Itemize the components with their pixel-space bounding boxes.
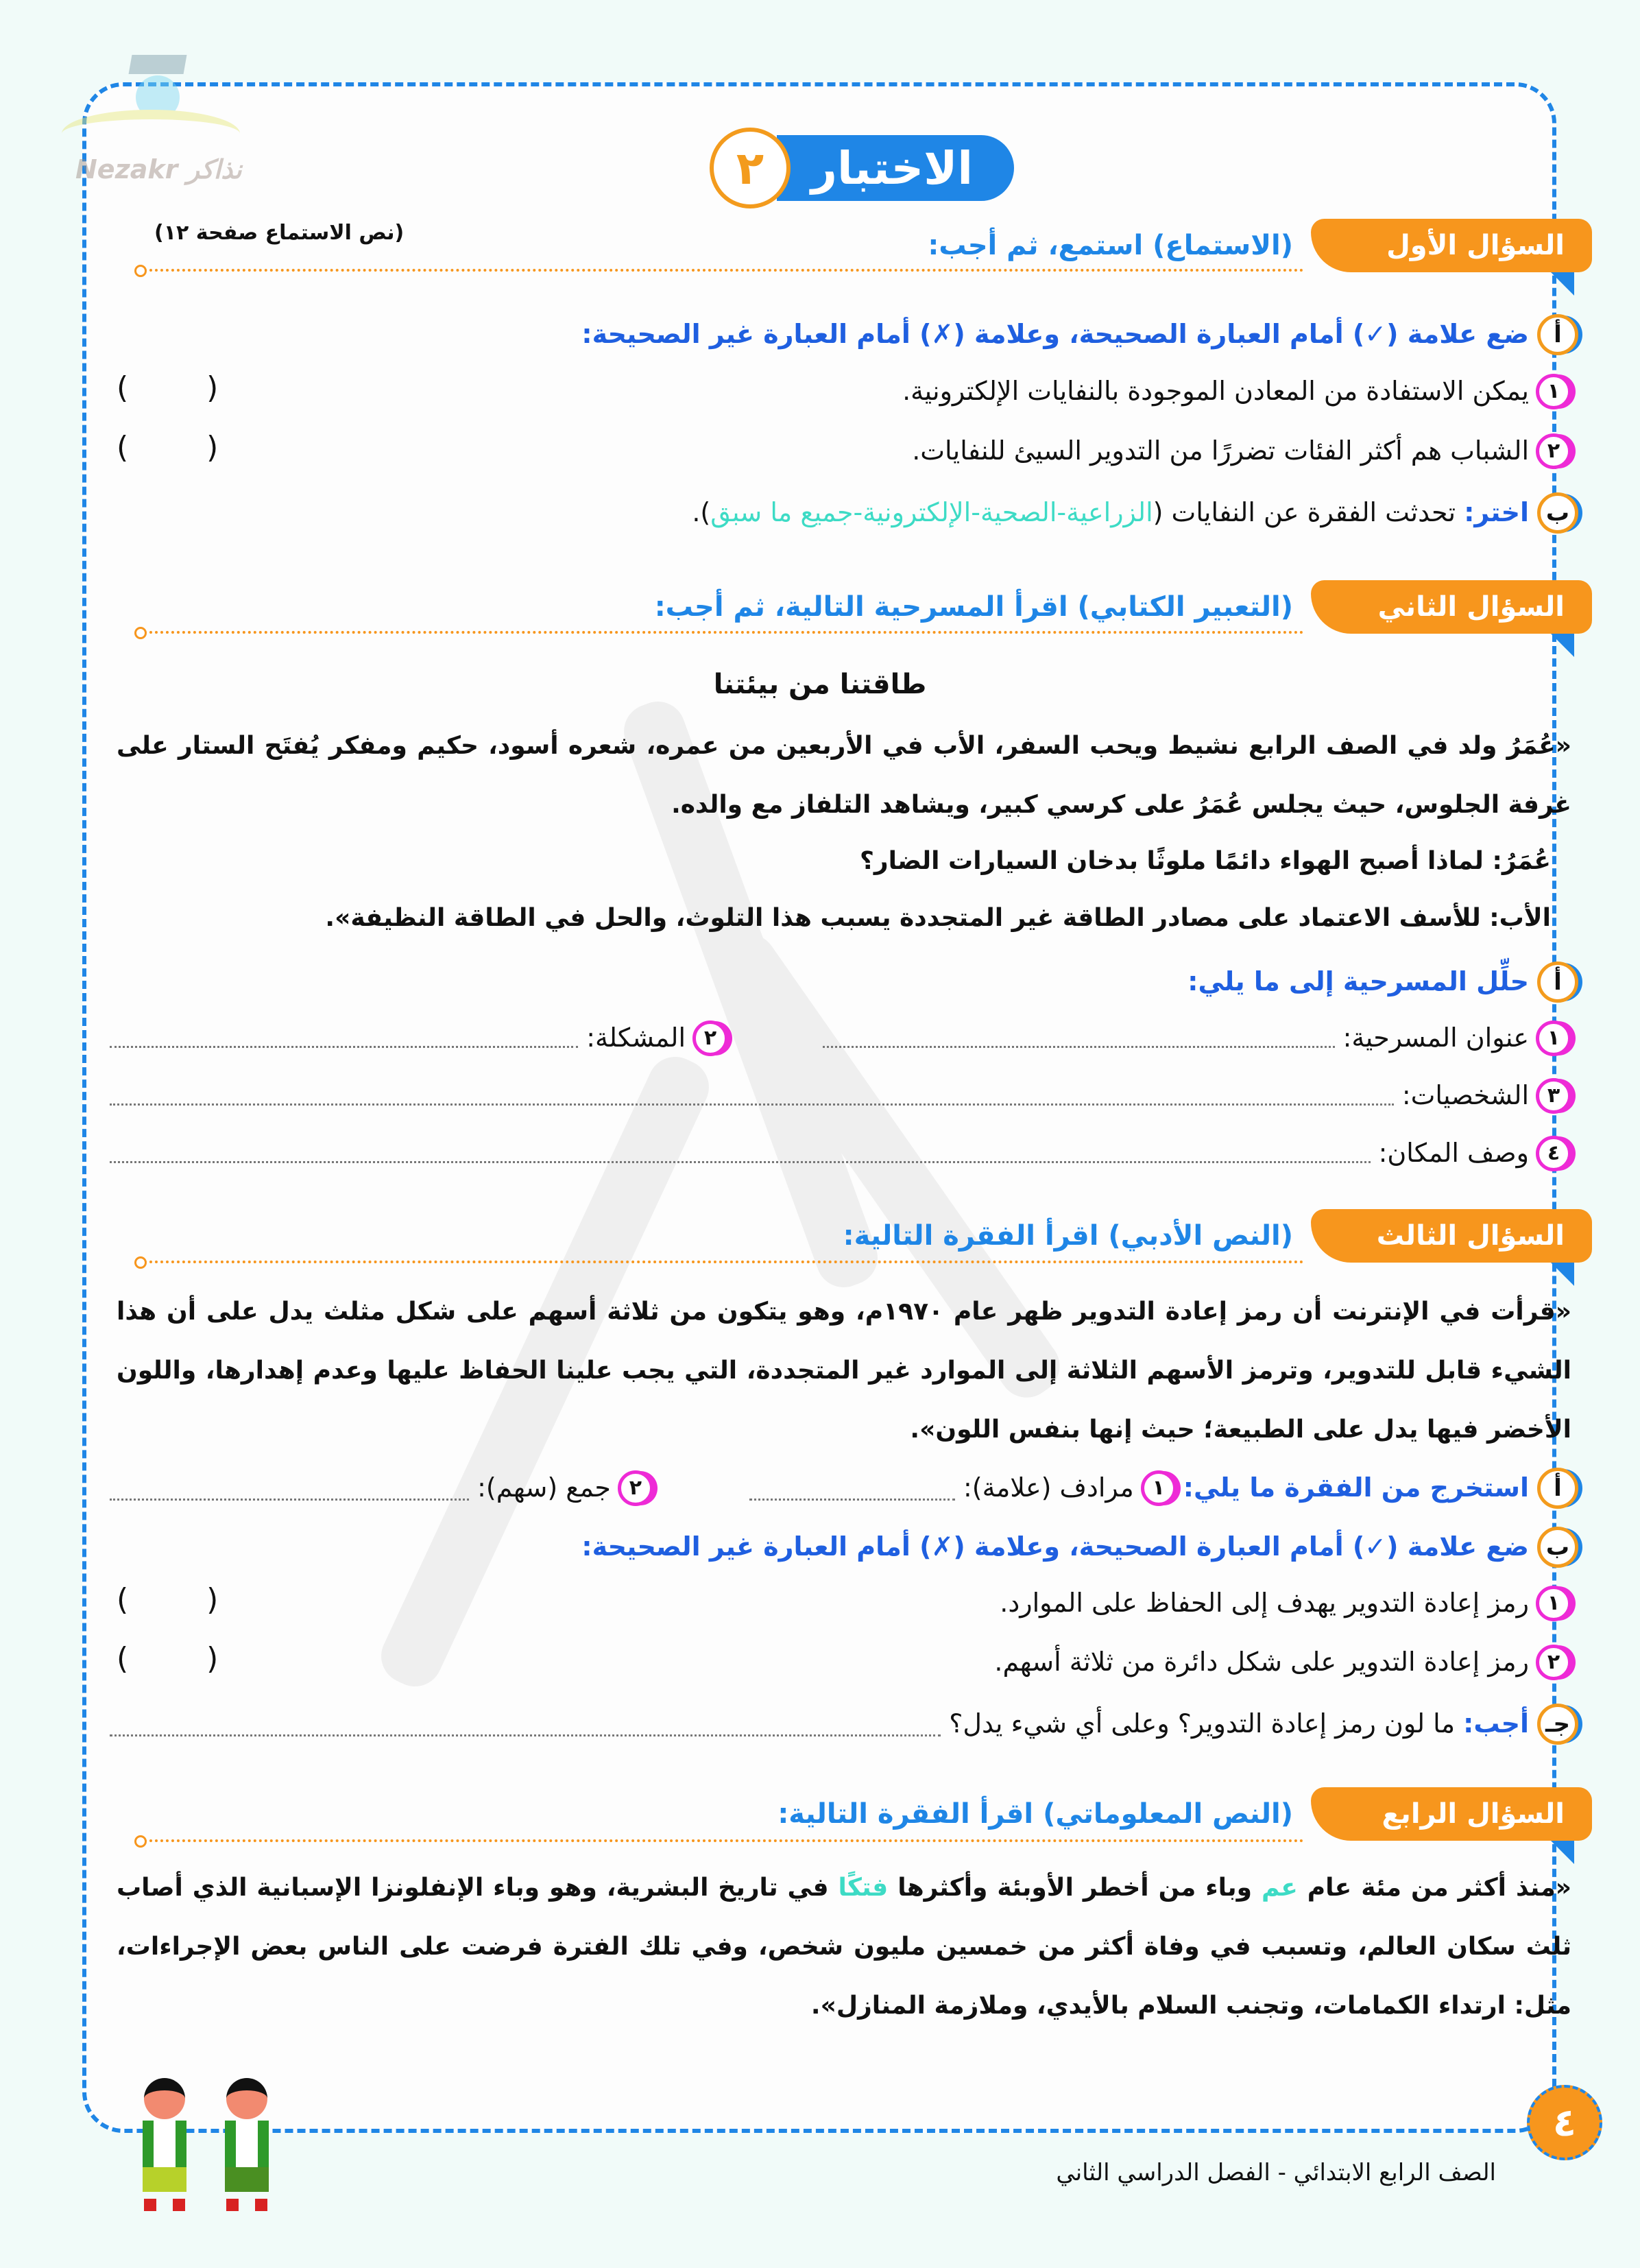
divider	[144, 1261, 1304, 1263]
answer-line[interactable]	[110, 1046, 578, 1048]
separator: -	[971, 497, 980, 528]
question-2-badge: السؤال الثاني	[1311, 580, 1592, 634]
question-4-badge: السؤال الرابع	[1311, 1787, 1592, 1841]
number-badge: ١	[1536, 374, 1571, 409]
q3-part-a	[110, 1468, 1578, 1509]
question-stem: تحدثت الفقرة عن النفايات (	[1153, 497, 1456, 528]
fill-field	[110, 1136, 1571, 1171]
literary-paragraph: «قرأت في الإنترنت أن رمز إعادة التدوير ظهر عام ١٩٧٠م، وهو يتكون من ثلاثة أسهم على شكل مثلث يدل على أن هذا الشيء قابل للتدوير، وترمز الأسهم الثلاثة إلى الموارد غير المتجددة، التي يجب علينا الحفاظ عليها وعدم إهدارها، واللون الأخضر فيها يدل على الطبيعة؛ حيث إنها بنفس اللون».	[117, 1298, 1571, 1444]
graduation-cap-icon	[129, 55, 187, 74]
girl-figure	[130, 2064, 199, 2215]
instruction-text: أجب:	[1463, 1708, 1529, 1739]
q3-part-c	[110, 1704, 1578, 1745]
exam-number: ٢	[710, 128, 791, 208]
q3-part-b-instruction	[110, 1527, 1578, 1568]
paragraph-text: في تاريخ البشرية، وهو وباء الإنفلونزا الإسبانية الذي أصاب ثلث سكان العالم، وتسبب في وفاة أكثر من خمسين مليون شخص، وفي تلك الفترة فرضت على الناس بعض الإجراءات، مثل: ارتداء الكمامات، وتجنب السلام بالأيدي، وملازمة المنازل».	[117, 1874, 1571, 2020]
number-badge: ٢	[692, 1020, 728, 1056]
instruction-text: اختر:	[1464, 497, 1529, 528]
answer-line[interactable]	[110, 1161, 1371, 1163]
instruction-text: ضع علامة (✓) أمام العبارة الصحيحة، وعلامة (✗) أمام العبارة غير الصحيحة:	[581, 1531, 1529, 1562]
letter-badge: أ	[1537, 314, 1578, 355]
number-badge: ٤	[1536, 1136, 1571, 1171]
q1-part-a-instruction	[110, 314, 1578, 355]
question-4-description: (النص المعلوماتي) اقرأ الفقرة التالية:	[777, 1798, 1293, 1830]
divider	[144, 631, 1304, 634]
question-4-header	[777, 1787, 1592, 1841]
field-label: عنوان المسرحية:	[1342, 1023, 1529, 1053]
tf-item	[110, 433, 1571, 469]
answer-line[interactable]	[110, 1734, 941, 1736]
brand-logo	[55, 55, 247, 192]
answer-box[interactable]: ( )	[117, 1582, 253, 1617]
listening-note: (نص الاستماع صفحة ١٢)	[154, 221, 405, 245]
paragraph-text: وباء من أخطر الأوبئة وأكثرها	[888, 1874, 1262, 1902]
q2-part-a-instruction	[110, 962, 1578, 1003]
number-badge: ٣	[1536, 1078, 1571, 1114]
statement-text: رمز إعادة التدوير على شكل دائرة من ثلاثة أسهم.	[994, 1647, 1529, 1678]
letter-badge: ب	[1537, 1527, 1578, 1568]
choice-option[interactable]: الصحية	[980, 497, 1057, 528]
stem-close: ).	[692, 497, 711, 528]
separator: -	[1057, 497, 1067, 528]
highlighted-word: عم	[1262, 1874, 1298, 1902]
paragraph-text: «منذ أكثر من مئة عام	[1297, 1874, 1571, 1902]
letter-badge: جـ	[1537, 1704, 1578, 1745]
instruction-text: حلِّل المسرحية إلى ما يلي:	[1187, 966, 1529, 997]
divider	[144, 269, 1304, 272]
instruction-text: ضع علامة (✓) أمام العبارة الصحيحة، وعلامة (✗) أمام العبارة غير الصحيحة:	[581, 319, 1529, 350]
dialog-line: الأب: للأسف الاعتماد على مصادر الطاقة غير المتجددة يسبب هذا التلوث، والحل في الطاقة النظيفة».	[325, 904, 1551, 932]
play-narration: «عُمَرُ ولد في الصف الرابع نشيط ويحب السفر، الأب في الأربعين من عمره، شعره أسود، حكيم ومفكر يُفتَح الستار على غرفة الجلوس، حيث يجلس عُمَرُ على كرسي كبير، ويشاهد التلفاز مع والده.	[117, 732, 1571, 819]
footer-grade-term: الصف الرابع الابتدائي - الفصل الدراسي الثاني	[1056, 2159, 1496, 2186]
field-label: الشخصيات:	[1401, 1080, 1529, 1111]
answer-box[interactable]: ( )	[117, 1641, 253, 1676]
answer-line[interactable]	[749, 1499, 955, 1501]
exam-title	[710, 134, 1014, 202]
divider	[144, 1839, 1304, 1842]
field-label: مرادف (علامة):	[963, 1472, 1134, 1503]
question-3-badge: السؤال الثالث	[1311, 1209, 1592, 1263]
informational-paragraph	[117, 1859, 1571, 2036]
number-badge: ٢	[618, 1470, 653, 1506]
field-label: جمع (سهم):	[477, 1472, 611, 1503]
letter-badge: أ	[1537, 962, 1578, 1003]
number-badge: ٢	[1536, 433, 1571, 469]
exam-title-label: الاختبار	[777, 135, 1014, 201]
dialog-line: عُمَرُ: لماذا أصبح الهواء دائمًا ملوثًا بدخان السيارات الضار؟	[860, 847, 1551, 875]
statement-text: الشباب هم أكثر الفئات تضررًا من التدوير السيئ للنفايات.	[912, 435, 1529, 466]
number-badge: ١	[1141, 1470, 1177, 1506]
instruction-text: استخرج من الفقرة ما يلي:	[1183, 1472, 1529, 1503]
number-badge: ٢	[1536, 1645, 1571, 1680]
play-title: طاقتنا من بيئتنا	[713, 669, 927, 700]
tf-item	[110, 1645, 1571, 1680]
number-badge: ١	[1536, 1020, 1571, 1056]
fill-field	[110, 1020, 728, 1056]
question-2-header	[655, 580, 1592, 634]
children-illustration	[130, 2064, 309, 2229]
answer-box[interactable]: ( )	[117, 430, 253, 465]
tf-item	[110, 1586, 1571, 1621]
answer-line[interactable]	[110, 1499, 469, 1501]
q1-part-b	[110, 492, 1578, 534]
choice-option[interactable]: الإلكترونية	[863, 497, 972, 528]
separator: -	[853, 497, 863, 528]
question-1-header	[928, 218, 1592, 273]
statement-text: رمز إعادة التدوير يهدف إلى الحفاظ على الموارد.	[1000, 1588, 1529, 1619]
choice-option[interactable]: الزراعية	[1066, 497, 1153, 528]
highlighted-word: فتكًا	[838, 1874, 889, 1902]
fill-field	[823, 1020, 1571, 1056]
letter-badge: ب	[1537, 492, 1578, 534]
logo-text: Nezakr نذاكر	[75, 154, 242, 184]
field-label: المشكلة:	[586, 1023, 686, 1053]
fill-field	[110, 1078, 1571, 1114]
answer-line[interactable]	[110, 1103, 1394, 1106]
field-label: وصف المكان:	[1378, 1138, 1529, 1169]
question-3-description: (النص الأدبي) اقرأ الفقرة التالية:	[843, 1220, 1293, 1252]
question-2-description: (التعبير الكتابي) اقرأ المسرحية التالية، ثم أجب:	[654, 591, 1293, 623]
boy-figure	[213, 2064, 281, 2215]
question-1-badge: السؤال الأول	[1311, 219, 1592, 272]
statement-text: يمكن الاستفادة من المعادن الموجودة بالنفايات الإلكترونية.	[902, 376, 1529, 407]
book-icon	[62, 110, 240, 158]
tf-item	[110, 374, 1571, 409]
page-number: ٤	[1527, 2085, 1602, 2160]
answer-line[interactable]	[823, 1046, 1335, 1048]
question-3-header	[843, 1208, 1592, 1263]
letter-badge: أ	[1537, 1468, 1578, 1509]
question-text: ما لون رمز إعادة التدوير؟ وعلى أي شيء يدل؟	[949, 1708, 1456, 1739]
number-badge: ١	[1536, 1586, 1571, 1621]
answer-box[interactable]: ( )	[117, 370, 253, 405]
question-1-description: (الاستماع) استمع، ثم أجب:	[928, 230, 1293, 261]
choice-option[interactable]: جميع ما سبق	[710, 497, 854, 528]
